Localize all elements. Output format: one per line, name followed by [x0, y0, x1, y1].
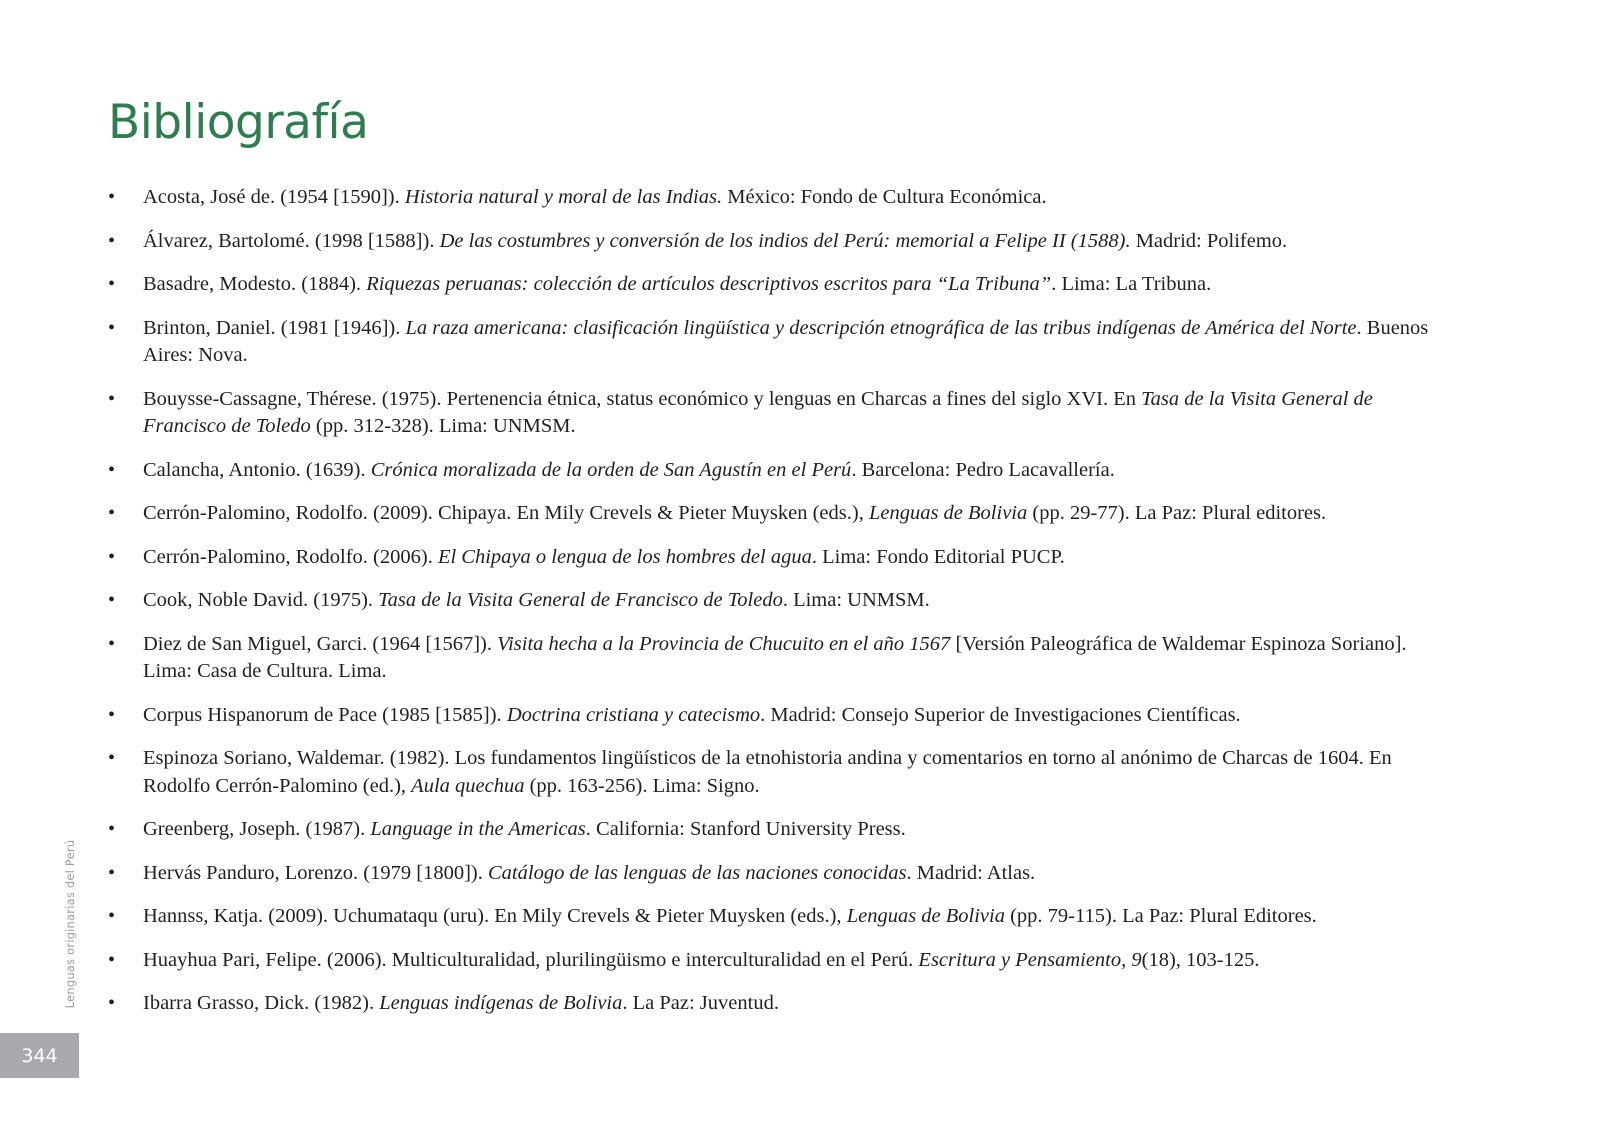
entry-text: Greenberg, Joseph. (1987).	[143, 818, 371, 840]
entry-text: Basadre, Modesto. (1884).	[143, 273, 367, 295]
entry-title-italic: Aula quechua	[411, 774, 525, 797]
entry-text: Huayhua Pari, Felipe. (2006). Multiculturalidad, plurilingüismo e interculturalidad en el Perú.	[143, 948, 919, 971]
bibliography-entry	[108, 386, 1453, 441]
bibliography-entry	[108, 271, 1453, 299]
entry-text: Álvarez, Bartolomé. (1998 [1588]).	[143, 229, 440, 252]
entry-title-italic: Lenguas de Bolivia	[846, 905, 1005, 927]
running-header-label: Lenguas originarias del Perú	[63, 839, 77, 1009]
bibliography-entry	[108, 500, 1453, 528]
entry-text: México: Fondo de Cultura Económica.	[722, 186, 1047, 208]
entry-title-italic: Lenguas de Bolivia	[868, 502, 1028, 524]
page-title: Bibliografía	[108, 95, 369, 150]
entry-text: Cerrón-Palomino, Rodolfo. (2009). Chipaya. En Mily Crevels & Pieter Muysken (eds.),	[143, 502, 869, 524]
entry-text: Calancha, Antonio. (1639).	[143, 458, 371, 481]
bullet-icon: •	[108, 905, 116, 927]
entry-title-italic: Riquezas peruanas: colección de artículos descriptivos escritos para “La Tribuna”	[366, 273, 1052, 295]
entry-title-italic: Escritura y Pensamiento, 9	[918, 948, 1142, 971]
entry-title-italic: La raza americana: clasificación lingüística y descripción etnográfica de las tribus indígenas de América del Norte	[405, 316, 1357, 339]
entry-text: Cerrón-Palomino, Rodolfo. (2006).	[143, 545, 438, 568]
bibliography-entry	[108, 457, 1453, 485]
bibliography-entry	[108, 903, 1453, 931]
entry-text: Madrid: Polifemo.	[1130, 229, 1288, 252]
page-number: 344	[21, 1044, 58, 1067]
entry-text: (18), 103-125.	[1141, 948, 1260, 971]
entry-text: Brinton, Daniel. (1981 [1946]).	[143, 316, 406, 339]
bullet-icon: •	[108, 186, 116, 208]
bullet-icon: •	[108, 589, 116, 611]
bullet-icon: •	[108, 703, 116, 726]
bullet-icon: •	[108, 861, 116, 884]
entry-title-italic: Language in the Americas	[370, 818, 586, 840]
bibliography-entry	[108, 947, 1453, 975]
bibliography-entry	[108, 228, 1453, 256]
entry-title-italic: Lenguas indígenas de Bolivia	[379, 992, 623, 1014]
entry-text: Hervás Panduro, Lorenzo. (1979 [1800]).	[143, 861, 488, 884]
entry-text: . Lima: La Tribuna.	[1051, 273, 1212, 295]
bibliography-entry	[108, 990, 1453, 1018]
bibliography-entry	[108, 631, 1453, 686]
entry-text: . La Paz: Juventud.	[622, 992, 779, 1014]
bibliography-entry	[108, 544, 1453, 572]
bullet-icon: •	[108, 316, 116, 339]
entry-text: . California: Stanford University Press.	[585, 818, 906, 840]
bibliography-entry	[108, 816, 1453, 844]
bullet-icon: •	[108, 502, 116, 524]
bibliography-entry	[108, 702, 1453, 730]
bullet-icon: •	[108, 458, 116, 481]
entry-text: Espinoza Soriano, Waldemar. (1982). Los fundamentos lingüísticos de la etnohistoria andina y comentarios en torno al anónimo de Charcas de 1604. En Rodolfo Cerrón-Palomino (ed.),	[143, 747, 1392, 797]
entry-text: (pp. 163-256). Lima: Signo.	[524, 774, 760, 797]
entry-text: (pp. 312-328). Lima: UNMSM.	[310, 415, 576, 437]
bullet-icon: •	[108, 387, 116, 410]
entry-title-italic: Tasa de la Visita General de Francisco de Toledo	[378, 589, 783, 611]
bullet-icon: •	[108, 273, 116, 295]
bullet-icon: •	[108, 948, 116, 971]
entry-text: [Versión Paleográfica de Waldemar Espinoza Soriano]. Lima: Casa de Cultura. Lima.	[143, 632, 1407, 682]
bullet-icon: •	[108, 229, 116, 252]
entry-text: Diez de San Miguel, Garci. (1964 [1567]).	[143, 632, 498, 655]
entry-text: Cook, Noble David. (1975).	[143, 589, 379, 611]
entry-title-italic: Tasa de la Visita General de Francisco de Toledo	[143, 387, 1373, 437]
bullet-icon: •	[108, 992, 116, 1014]
entry-text: Ibarra Grasso, Dick. (1982).	[143, 992, 380, 1014]
entry-title-italic: Historia natural y moral de las Indias.	[404, 186, 723, 208]
entry-title-italic: Doctrina cristiana y catecismo	[506, 703, 761, 726]
page-number-box	[0, 1033, 79, 1078]
entry-title-italic: De las costumbres y conversión de los indios del Perú: memorial a Felipe II (1588).	[439, 229, 1131, 252]
entry-text: . Buenos Aires: Nova.	[143, 316, 1429, 366]
entry-text: Corpus Hispanorum de Pace (1985 [1585]).	[143, 703, 507, 726]
entry-text: . Barcelona: Pedro Lacavallería.	[851, 458, 1115, 481]
bibliography-entry	[108, 315, 1453, 370]
bullet-icon: •	[108, 747, 116, 769]
entry-text: Acosta, José de. (1954 [1590]).	[143, 186, 405, 208]
bibliography-entry	[108, 860, 1453, 888]
bullet-icon: •	[108, 818, 116, 840]
entry-text: (pp. 29-77). La Paz: Plural editores.	[1027, 502, 1327, 524]
entry-title-italic: El Chipaya o lengua de los hombres del agua	[437, 545, 812, 568]
entry-text: . Lima: UNMSM.	[782, 589, 930, 611]
entry-text: . Madrid: Consejo Superior de Investigaciones Científicas.	[760, 703, 1241, 726]
entry-title-italic: Catálogo de las lenguas de las naciones conocidas	[488, 861, 907, 884]
entry-title-italic: Visita hecha a la Provincia de Chucuito en el año 1567	[497, 632, 951, 655]
bibliography-list	[108, 184, 1453, 1034]
entry-text: . Madrid: Atlas.	[906, 861, 1036, 884]
bibliography-entry	[108, 745, 1453, 800]
entry-text: Hannss, Katja. (2009). Uchumataqu (uru). En Mily Crevels & Pieter Muysken (eds.),	[143, 905, 847, 927]
bibliography-entry	[108, 587, 1453, 615]
entry-text: . Lima: Fondo Editorial PUCP.	[811, 545, 1065, 568]
bibliography-entry	[108, 184, 1453, 212]
entry-text: (pp. 79-115). La Paz: Plural Editores.	[1004, 905, 1317, 927]
bullet-icon: •	[108, 545, 116, 568]
entry-title-italic: Crónica moralizada de la orden de San Agustín en el Perú	[370, 458, 852, 481]
bullet-icon: •	[108, 632, 116, 655]
entry-text: Bouysse-Cassagne, Thérese. (1975). Pertenencia étnica, status económico y lenguas en Charcas a fines del siglo XVI. En	[143, 387, 1142, 410]
